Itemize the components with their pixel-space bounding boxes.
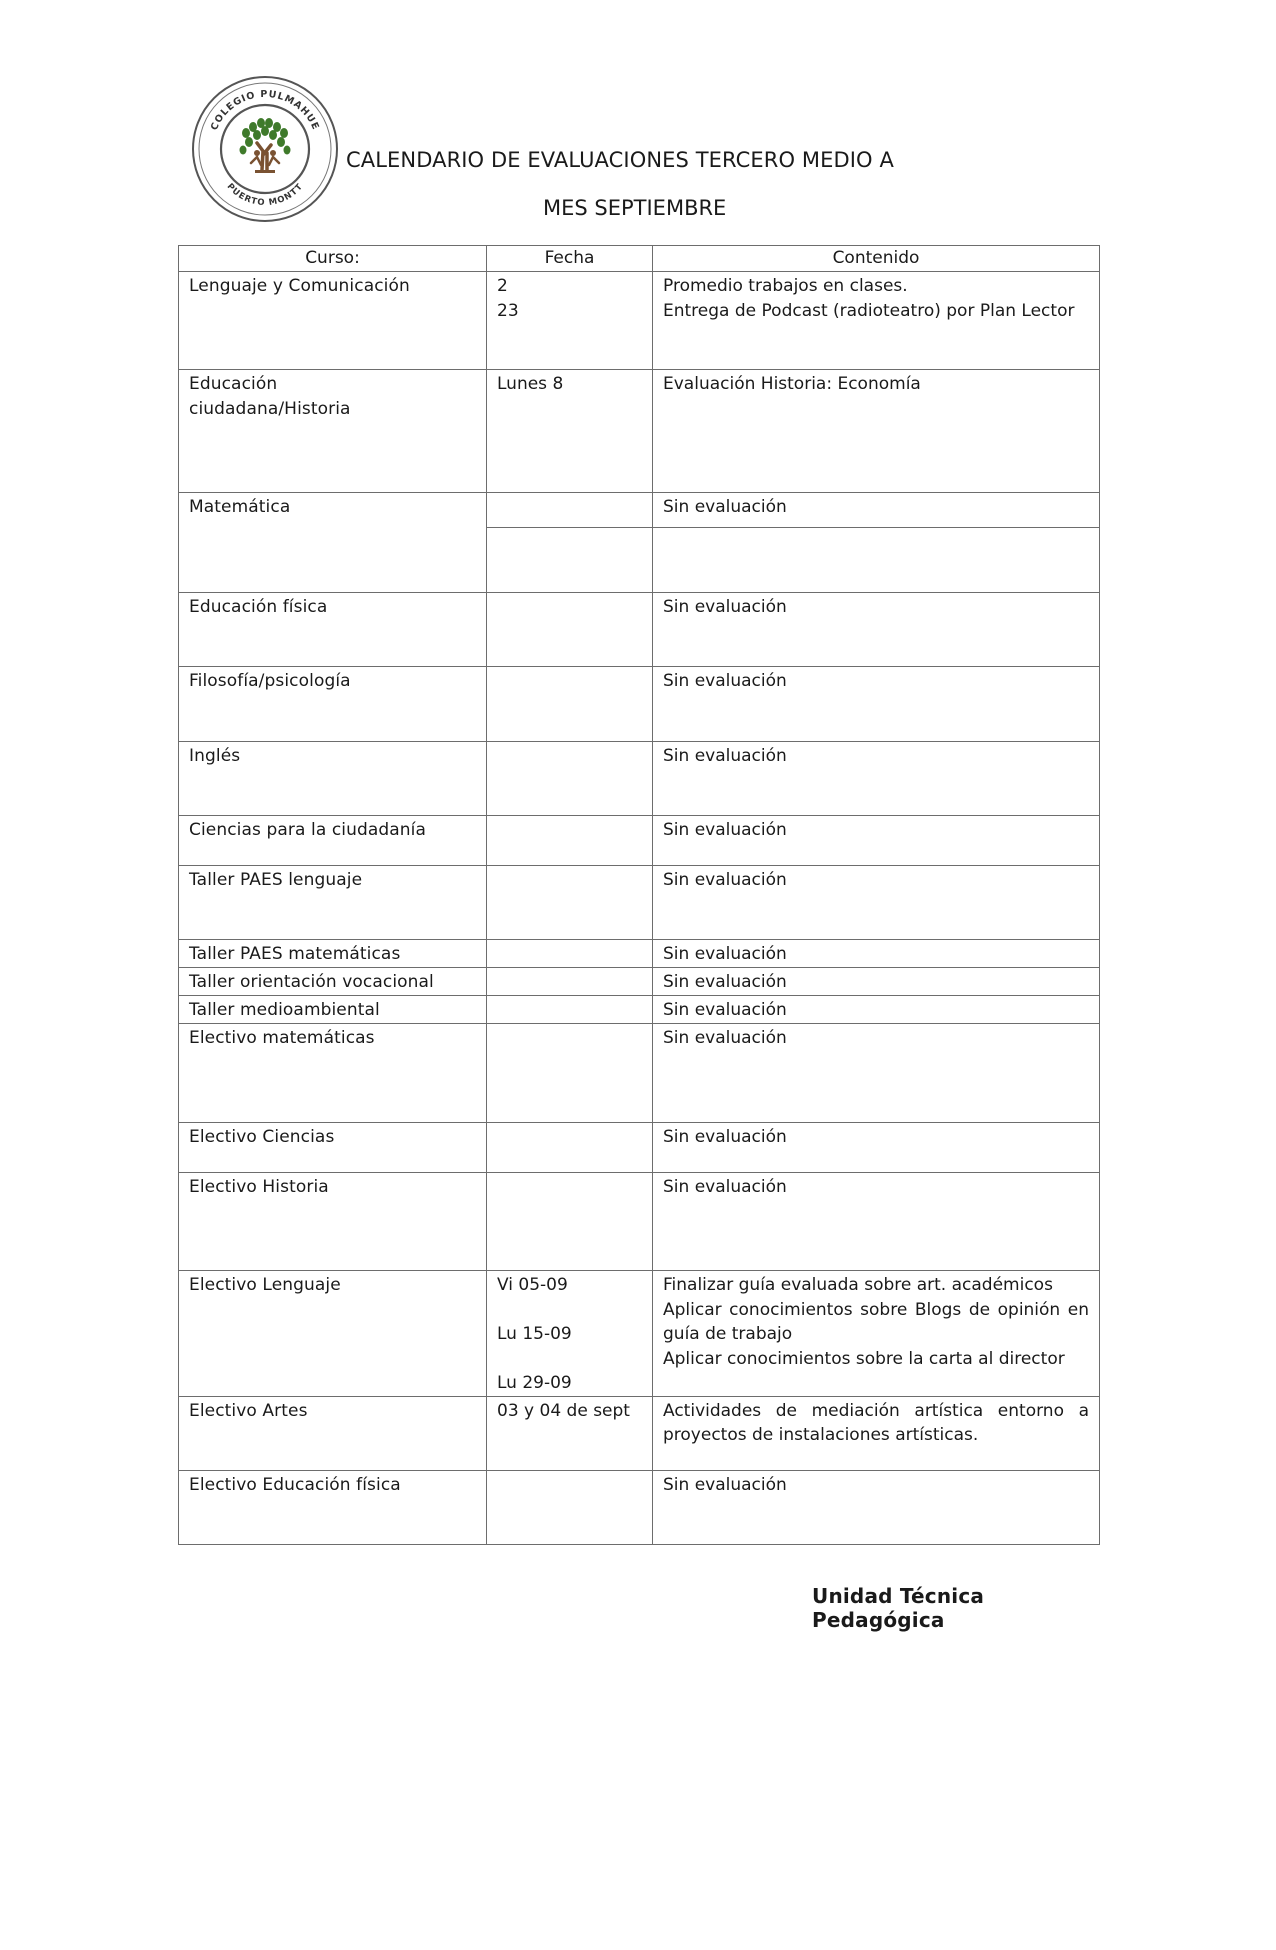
cell-curso: Ciencias para la ciudadanía	[179, 816, 487, 866]
cell-fecha	[487, 493, 653, 528]
fecha-line: 03 y 04 de sept	[497, 1400, 630, 1421]
cell-fecha	[487, 1173, 653, 1271]
fecha-line: 2	[497, 276, 508, 296]
cell-fecha	[487, 1024, 653, 1123]
cell-curso: Educación ciudadana/Historia	[179, 370, 487, 493]
cell-fecha	[487, 816, 653, 866]
cell-contenido: Sin evaluación	[653, 816, 1100, 866]
table-row	[179, 370, 1100, 493]
cell-curso: Taller PAES matemáticas	[179, 940, 487, 968]
contenido-line: Promedio trabajos en clases.	[663, 276, 908, 296]
fecha-line: 23	[497, 300, 519, 321]
contenido-line: Evaluación Historia: Economía	[663, 374, 921, 394]
table-row	[179, 742, 1100, 816]
footer-signature: Unidad Técnica Pedagógica	[812, 1584, 985, 1632]
contenido-line: Finalizar guía evaluada sobre art. académicos	[663, 1275, 1053, 1295]
contenido-line: Actividades de mediación artística entorno a proyectos de instalaciones artísticas.	[663, 1400, 1089, 1445]
table-row	[179, 996, 1100, 1024]
logo-text-bottom: PUERTO MONTT	[224, 181, 306, 209]
fecha-line: Lu 15-09	[497, 1324, 572, 1344]
cell-fecha	[487, 1396, 653, 1470]
cell-contenido: Sin evaluación	[653, 996, 1100, 1024]
cell-fecha	[487, 968, 653, 996]
table-row	[179, 493, 1100, 528]
cell-fecha	[487, 1123, 653, 1173]
table-row	[179, 667, 1100, 742]
cell-curso: Lenguaje y Comunicación	[179, 272, 487, 370]
cell-contenido: Sin evaluación	[653, 968, 1100, 996]
cell-curso: Electivo Artes	[179, 1396, 487, 1470]
cell-curso: Electivo Ciencias	[179, 1123, 487, 1173]
cell-contenido: Sin evaluación	[653, 1024, 1100, 1123]
table-row	[179, 593, 1100, 667]
table-row	[179, 866, 1100, 940]
contenido-line: Entrega de Podcast (radioteatro) por Plan Lector	[663, 300, 1075, 321]
header-fecha: Fecha	[487, 246, 653, 272]
cell-curso: Filosofía/psicología	[179, 667, 487, 742]
page-title: CALENDARIO DE EVALUACIONES TERCERO MEDIO A	[346, 148, 894, 172]
cell-curso: Inglés	[179, 742, 487, 816]
cell-curso: Matemática	[179, 493, 487, 593]
cell-contenido: Sin evaluación	[653, 1123, 1100, 1173]
fecha-line: Lu 29-09	[497, 1373, 572, 1393]
cell-contenido	[653, 272, 1100, 370]
cell-contenido: Sin evaluación	[653, 742, 1100, 816]
cell-contenido: Sin evaluación	[653, 866, 1100, 940]
cell-fecha	[487, 272, 653, 370]
cell-contenido: Sin evaluación	[653, 1470, 1100, 1544]
table-row	[179, 816, 1100, 866]
cell-contenido-empty	[653, 528, 1100, 593]
contenido-line: Aplicar conocimientos sobre la carta al director	[663, 1348, 1065, 1369]
cell-fecha-empty	[487, 528, 653, 593]
table-header-row	[179, 246, 1100, 272]
cell-contenido	[653, 1271, 1100, 1397]
cell-fecha	[487, 1470, 653, 1544]
cell-contenido: Sin evaluación	[653, 593, 1100, 667]
cell-curso: Electivo matemáticas	[179, 1024, 487, 1123]
cell-contenido	[653, 1396, 1100, 1470]
table-row	[179, 1396, 1100, 1470]
fecha-line: Lunes 8	[497, 374, 564, 394]
page-subtitle: MES SEPTIEMBRE	[543, 196, 727, 220]
cell-contenido: Sin evaluación	[653, 493, 1100, 528]
fecha-line: Vi 05-09	[497, 1275, 568, 1295]
cell-curso: Educación física	[179, 593, 487, 667]
header-curso: Curso:	[179, 246, 487, 272]
header-contenido: Contenido	[653, 246, 1100, 272]
cell-fecha	[487, 866, 653, 940]
cell-fecha	[487, 370, 653, 493]
school-logo	[191, 75, 339, 223]
table-row	[179, 940, 1100, 968]
cell-fecha	[487, 593, 653, 667]
cell-contenido	[653, 370, 1100, 493]
cell-curso: Electivo Educación física	[179, 1470, 487, 1544]
cell-contenido: Sin evaluación	[653, 667, 1100, 742]
cell-curso: Taller PAES lenguaje	[179, 866, 487, 940]
cell-fecha	[487, 996, 653, 1024]
cell-fecha	[487, 667, 653, 742]
cell-fecha	[487, 742, 653, 816]
cell-contenido: Sin evaluación	[653, 1173, 1100, 1271]
table-row	[179, 968, 1100, 996]
cell-curso: Electivo Lenguaje	[179, 1271, 487, 1397]
table-row	[179, 272, 1100, 370]
cell-curso: Taller medioambiental	[179, 996, 487, 1024]
table-row	[179, 1173, 1100, 1271]
table-row	[179, 1024, 1100, 1123]
cell-fecha	[487, 1271, 653, 1397]
cell-curso: Taller orientación vocacional	[179, 968, 487, 996]
cell-curso: Electivo Historia	[179, 1173, 487, 1271]
table-row	[179, 1123, 1100, 1173]
cell-contenido: Sin evaluación	[653, 940, 1100, 968]
cell-fecha	[487, 940, 653, 968]
evaluations-table	[178, 245, 1100, 1545]
contenido-line: Aplicar conocimientos sobre Blogs de opinión en guía de trabajo	[663, 1299, 1089, 1344]
logo-text-top: COLEGIO PULMAHUE	[208, 88, 322, 133]
table-row	[179, 1470, 1100, 1544]
table-row	[179, 1271, 1100, 1397]
